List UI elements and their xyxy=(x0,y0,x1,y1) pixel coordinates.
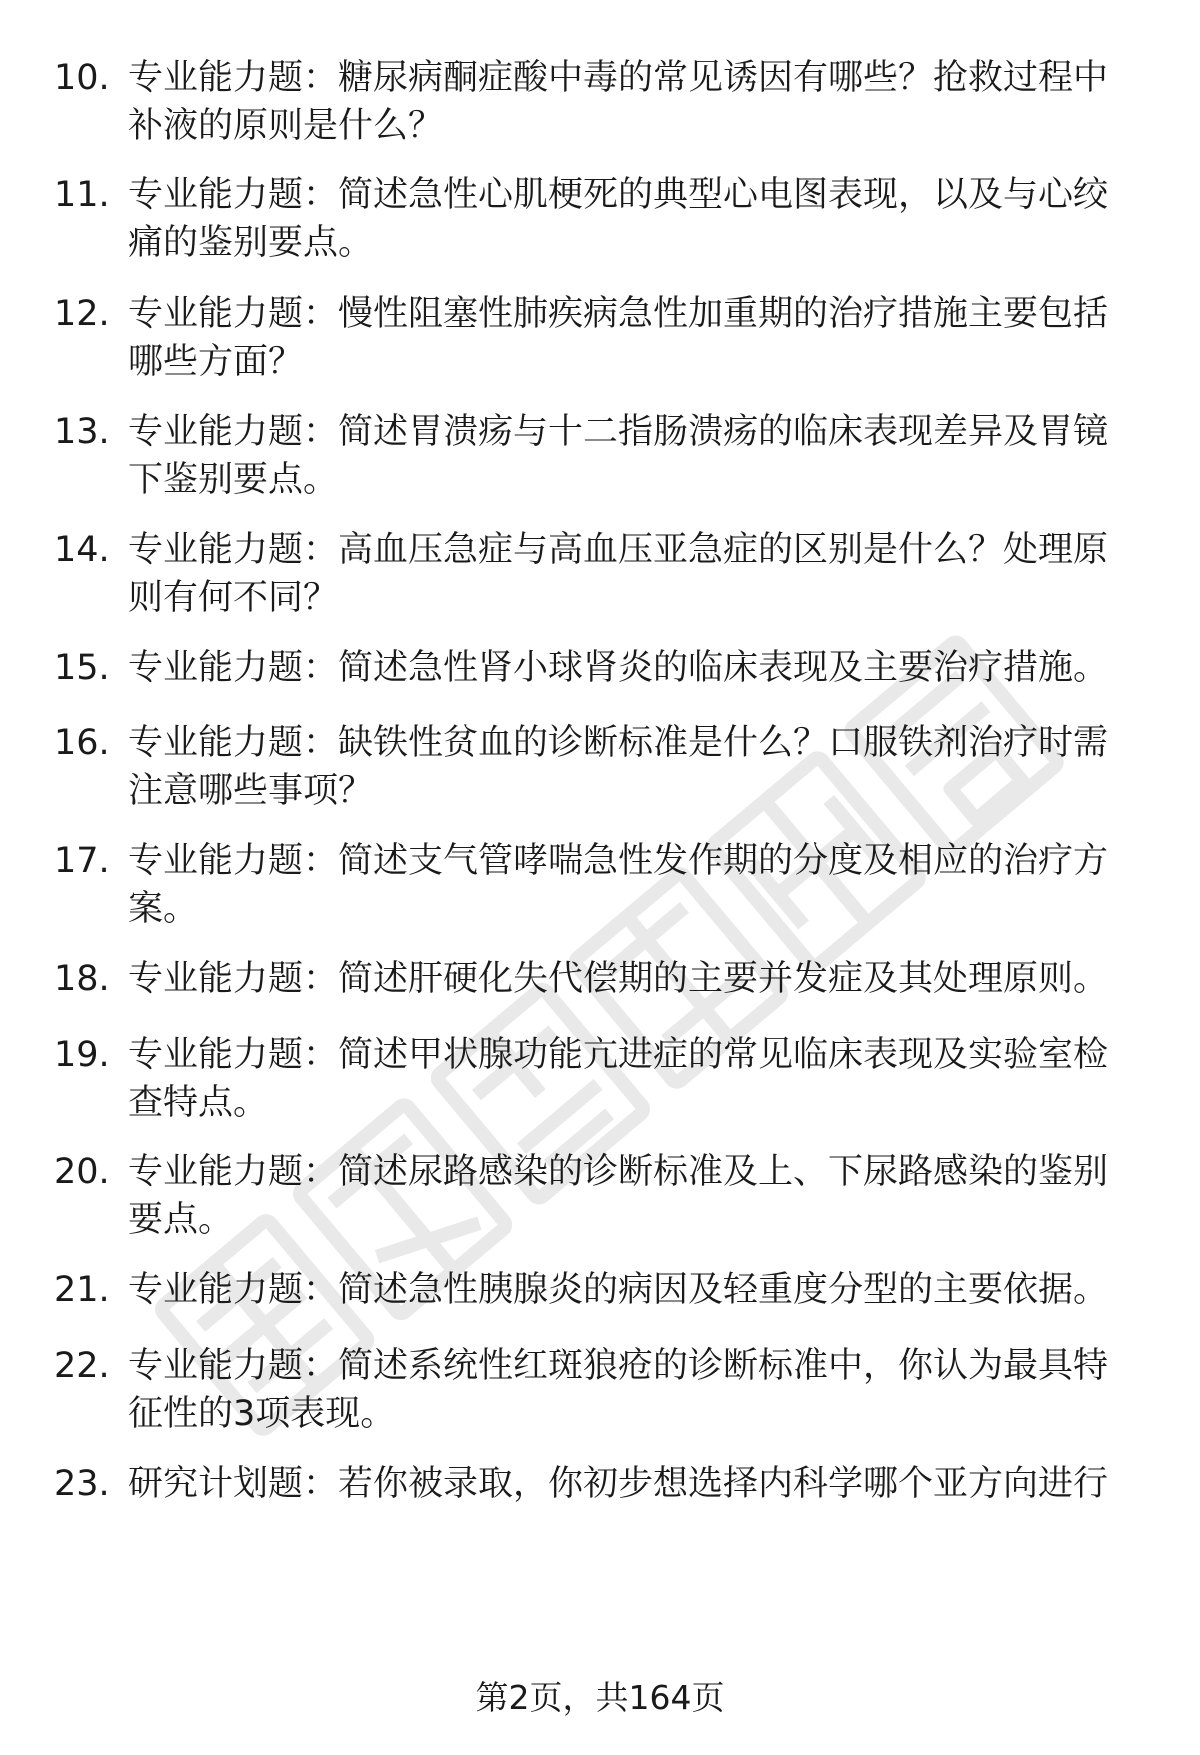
question-number: 12. xyxy=(54,294,110,334)
question-number: 14. xyxy=(54,530,110,570)
question-number: 16. xyxy=(54,723,110,763)
question-number: 13. xyxy=(54,412,110,452)
question-text: 专业能力题：简述系统性红斑狼疮的诊断标准中，你认为最具特 征性的3项表现。 xyxy=(128,1346,1109,1434)
question-number: 17. xyxy=(54,841,110,881)
question-text: 专业能力题：简述急性心肌梗死的典型心电图表现，以及与心绞 痛的鉴别要点。 xyxy=(128,175,1109,263)
question-text: 专业能力题：简述急性肾小球肾炎的临床表现及主要治疗措施。 xyxy=(128,648,1109,688)
question-number: 18. xyxy=(54,959,110,999)
question-number: 19. xyxy=(54,1035,110,1075)
question-text: 专业能力题：简述肝硬化失代偿期的主要并发症及其处理原则。 xyxy=(128,959,1109,999)
question-number: 21. xyxy=(54,1270,110,1310)
question-text: 专业能力题：高血压急症与高血压亚急症的区别是什么？处理原 则有何不同？ xyxy=(128,530,1109,618)
question-text: 研究计划题：若你被录取，你初步想选择内科学哪个亚方向进行 xyxy=(128,1464,1109,1504)
question-number: 11. xyxy=(54,175,110,215)
question-number: 22. xyxy=(54,1346,110,1386)
question-text: 专业能力题：糖尿病酮症酸中毒的常见诱因有哪些？抢救过程中 补液的原则是什么？ xyxy=(128,58,1109,146)
page-number: 第2页，共164页 xyxy=(475,1678,725,1717)
question-text: 专业能力题：简述急性胰腺炎的病因及轻重度分型的主要依据。 xyxy=(128,1270,1109,1310)
question-text: 专业能力题：简述甲状腺功能亢进症的常见临床表现及实验室检 查特点。 xyxy=(128,1035,1109,1123)
question-number: 20. xyxy=(54,1152,110,1192)
question-text: 专业能力题：简述尿路感染的诊断标准及上、下尿路感染的鉴别 要点。 xyxy=(128,1152,1109,1240)
question-text: 专业能力题：慢性阻塞性肺疾病急性加重期的治疗措施主要包括 哪些方面？ xyxy=(128,294,1109,382)
question-number: 10. xyxy=(54,58,110,98)
question-number: 23. xyxy=(54,1464,110,1504)
question-number: 15. xyxy=(54,648,110,688)
question-text: 专业能力题：简述胃溃疡与十二指肠溃疡的临床表现差异及胃镜 下鉴别要点。 xyxy=(128,412,1109,500)
question-text: 专业能力题：简述支气管哮喘急性发作期的分度及相应的治疗方 案。 xyxy=(128,841,1109,929)
question-text: 专业能力题：缺铁性贫血的诊断标准是什么？口服铁剂治疗时需 注意哪些事项？ xyxy=(128,723,1109,811)
